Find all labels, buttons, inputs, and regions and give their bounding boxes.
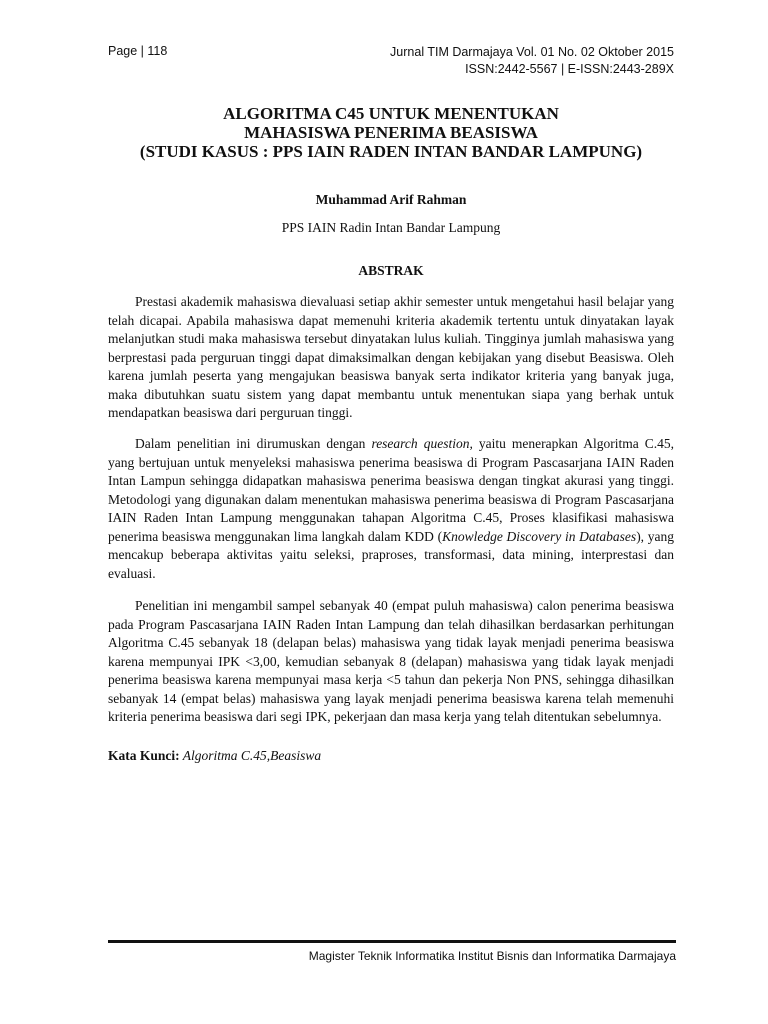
keywords: [108, 748, 321, 764]
abstract-heading: ABSTRAK: [358, 263, 424, 278]
abstract-paragraph-2: [108, 435, 674, 583]
issn-line: ISSN:2442-5567 | E-ISSN:2443-289X: [465, 62, 674, 76]
keywords-label: Kata Kunci:: [108, 748, 180, 763]
paragraph-emphasis: Knowledge Discovery in Databases: [442, 528, 637, 544]
footer-divider: [108, 940, 676, 943]
page-number: Page | 118: [108, 44, 168, 58]
title-line: ALGORITMA C45 UNTUK MENENTUKAN: [223, 104, 559, 123]
title-line: MAHASISWA PENERIMA BEASISWA: [244, 123, 538, 142]
title-line: (STUDI KASUS : PPS IAIN RADEN INTAN BANDAR LAMPUNG): [139, 142, 643, 161]
paragraph-text: Dalam penelitian ini dirumuskan dengan: [135, 436, 372, 451]
paragraph-emphasis: research question,: [371, 436, 473, 451]
keywords-value: Algoritma C.45,Beasiswa: [179, 748, 322, 763]
abstract-paragraph-3: Penelitian ini mengambil sampel sebanyak 40 (empat puluh mahasiswa) calon penerima beasiswa pada Program Pascasarjana IAIN Raden Intan Lampung dan telah dihasilkan berdasarkan perhitungan Algoritma C.45 sebanyak 18 (delapan belas) mahasiswa yang tidak layak menjadi penerima beasiswa karena mempunyai IPK <3,00, kemudian sebanyak 8 (delapan) mahasiswa yang tidak layak menjadi penerima beasiswa karena mempunyai masa kerja <5 tahun dan pekerja Non PNS, sehingga dihasilkan sebanyak 14 (empat belas) mahasiswa yang layak menjadi penerima beasiswa karena telah memenuhi kriteria penerima beasiswa dari segi IPK, pekerjaan dan masa kerja yang telah ditentukan sebelumnya.: [108, 598, 674, 724]
journal-header: [344, 44, 674, 78]
author-name: Muhammad Arif Rahman: [315, 192, 467, 207]
paragraph-text: ), yang mencakup beberapa aktivitas yaitu seleksi, praproses, transformasi, data mining, interprestasi dan evaluasi.: [108, 528, 675, 581]
journal-line: Jurnal TIM Darmajaya Vol. 01 No. 02 Oktober 2015: [390, 45, 674, 59]
abstract-paragraph-1: Prestasi akademik mahasiswa dievaluasi setiap akhir semester untuk mengetahui hasil belajar yang telah dicapai. Apabila mahasiswa dapat memenuhi kriteria akademik tertentu untuk dinyatakan layak melanjutkan studi maka mahasiswa tersebut dinyatakan lulus kuliah. Tingginya jumlah mahasiswa yang berprestasi pada perguruan tinggi dapat dimaksimalkan dengan kebijakan yang disebut Beasiswa. Oleh karena jumlah peserta yang mengajukan beasiswa banyak serta indikator kriteria yang banyak juga, maka dibutuhkan suatu sistem yang dapat membantu untuk menentukan siapa yang berhak untuk mendapatkan beasiswa dari perguruan tinggi.: [108, 294, 674, 420]
paper-title: [108, 104, 674, 161]
author-affiliation: PPS IAIN Radin Intan Bandar Lampung: [281, 220, 501, 235]
footer-institution: Magister Teknik Informatika Institut Bisnis dan Informatika Darmajaya: [308, 949, 676, 963]
paragraph-text: yaitu menerapkan Algoritma C.45, yang bertujuan untuk menyeleksi mahasiswa penerima beasiswa di Program Pascasarjana IAIN Raden Intan Lampun sehingga didapatkan mahasiswa penerima beasiswa dengan tingkat akurasi yang tinggi. Metodologi yang digunakan dalam menentukan mahasiswa penerima beasiswa di Program Pascasarjana IAIN Raden Intan Lampung menggunakan tahapan Algoritma C.45, Proses klasifikasi mahasiswa penerima beasiswa menggunakan lima langkah dalam KDD (: [108, 436, 674, 544]
